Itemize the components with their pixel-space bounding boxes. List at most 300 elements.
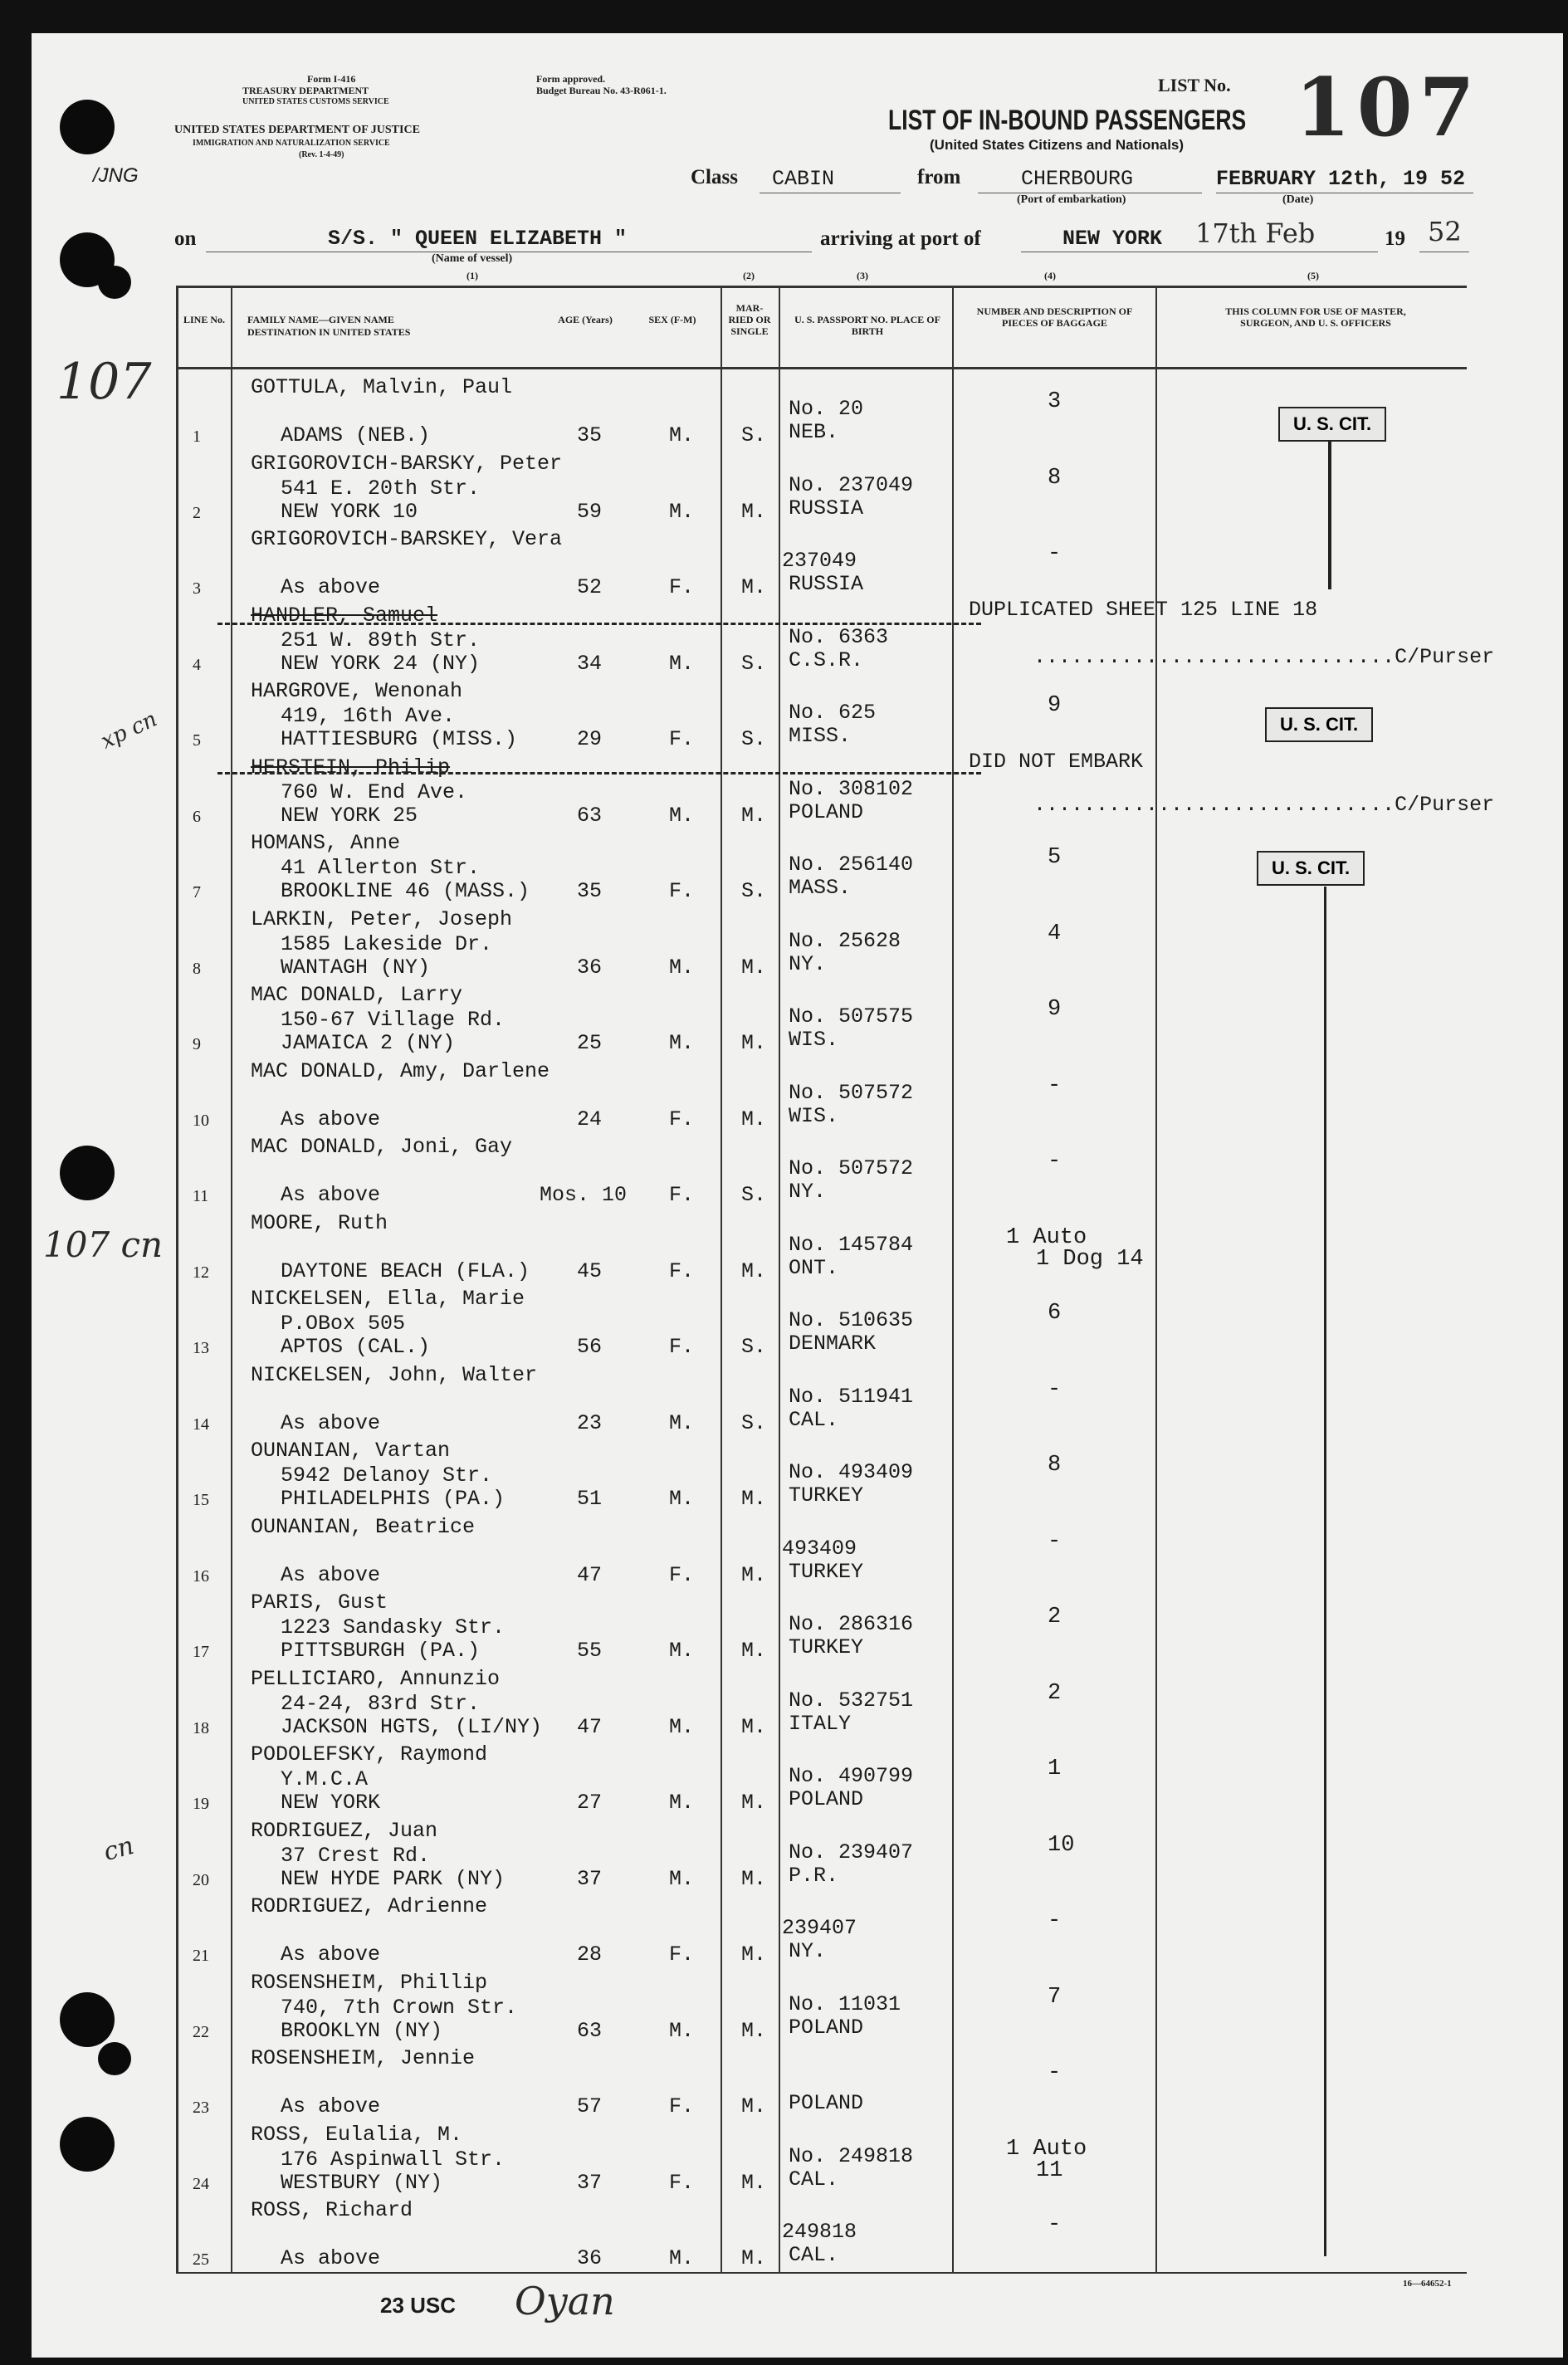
passport-no: No. 625 — [789, 701, 877, 725]
address: 176 Aspinwall Str. — [281, 2147, 506, 2172]
passport-no: No. 308102 — [789, 776, 914, 801]
line-no: 7 — [193, 883, 201, 902]
passport-no: No. 532751 — [789, 1688, 914, 1713]
family-name: MOORE, Ruth — [251, 1210, 388, 1235]
col-num-5: (5) — [1307, 270, 1319, 281]
destination: As above — [281, 575, 381, 599]
passport-no: No. 507575 — [789, 1004, 914, 1029]
age: 51 — [577, 1487, 603, 1511]
age: 47 — [577, 1714, 603, 1739]
passport-no: No. 507572 — [789, 1156, 914, 1180]
baggage: 9 — [1048, 997, 1062, 1022]
destination: NEW HYDE PARK (NY) — [281, 1866, 506, 1891]
passport-no: 249818 — [782, 2220, 857, 2244]
destination: BROOKLINE 46 (MASS.) — [281, 879, 530, 903]
sex: F. — [669, 1258, 695, 1283]
marital-status: M. — [741, 1031, 767, 1055]
sex: M. — [669, 499, 695, 524]
line-no: 17 — [193, 1643, 209, 1661]
sex: M. — [669, 1639, 695, 1663]
family-name: LARKIN, Peter, Joseph — [251, 906, 513, 931]
family-name: MAC DONALD, Larry — [251, 983, 463, 1007]
us-citizen-stamp: U. S. CIT. — [1278, 407, 1386, 442]
line-no: 22 — [193, 2022, 209, 2041]
passport-no: No. 511941 — [789, 1384, 914, 1409]
age: 36 — [577, 2246, 603, 2270]
place-of-birth: POLAND — [789, 799, 864, 824]
age: 56 — [577, 1335, 603, 1359]
baggage-extra: 1 Dog 14 — [1036, 1246, 1144, 1272]
address: 41 Allerton Str. — [281, 856, 481, 880]
marital-status: M. — [741, 1107, 767, 1131]
destination: APTOS (CAL.) — [281, 1335, 431, 1359]
sex: M. — [669, 955, 695, 980]
baggage-extra: 11 — [1036, 2157, 1063, 2183]
family-name: MAC DONALD, Amy, Darlene — [251, 1058, 550, 1083]
line-no: 8 — [193, 959, 201, 978]
family-name: ROSENSHEIM, Jennie — [251, 2046, 476, 2070]
marital-status: M. — [741, 1258, 767, 1283]
place-of-birth: CAL. — [789, 2167, 839, 2192]
col-num-1: (1) — [466, 270, 478, 281]
baggage: 1 — [1048, 1757, 1062, 1781]
destination: As above — [281, 2094, 381, 2118]
place-of-birth: CAL. — [789, 2243, 839, 2267]
list-number-label: LIST No. — [1158, 75, 1231, 95]
age: 59 — [577, 499, 603, 524]
place-of-birth: NY. — [789, 951, 827, 976]
sex: F. — [669, 1183, 695, 1207]
sex: M. — [669, 1487, 695, 1511]
destination: As above — [281, 2246, 381, 2270]
address: 760 W. End Ave. — [281, 779, 468, 804]
place-of-birth: NY. — [789, 1180, 827, 1204]
line-no: 14 — [193, 1415, 209, 1434]
family-name: PARIS, Gust — [251, 1591, 388, 1615]
destination: NEW YORK 10 — [281, 499, 418, 524]
passport-no: No. 145784 — [789, 1232, 914, 1257]
family-name: HERSTEIN, Philip — [251, 755, 451, 779]
sex: M. — [669, 1714, 695, 1739]
age: 47 — [577, 1562, 603, 1587]
baggage: 8 — [1048, 465, 1062, 491]
line-no: 25 — [193, 2250, 209, 2269]
port-caption: (Port of embarkation) — [1017, 193, 1126, 206]
destination: WANTAGH (NY) — [281, 955, 431, 980]
sex: M. — [669, 1031, 695, 1055]
place-of-birth: TURKEY — [789, 1483, 864, 1507]
marital-status: M. — [741, 2018, 767, 2043]
marital-status: M. — [741, 1639, 767, 1663]
baggage: 1 Auto — [1006, 2136, 1087, 2162]
baggage: 6 — [1048, 1301, 1062, 1326]
family-name: OUNANIAN, Vartan — [251, 1439, 451, 1463]
address: P.OBox 505 — [281, 1312, 406, 1336]
place-of-birth: CAL. — [789, 1407, 839, 1432]
family-name: OUNANIAN, Beatrice — [251, 1514, 476, 1539]
place-of-birth: RUSSIA — [789, 572, 864, 596]
place-of-birth: ONT. — [789, 1255, 839, 1280]
age: 52 — [577, 575, 603, 599]
header-baggage: NUMBER AND DESCRIPTION OF PIECES OF BAGGAGE — [976, 305, 1133, 329]
age: 37 — [577, 2170, 603, 2195]
sex: M. — [669, 2246, 695, 2270]
line-no: 13 — [193, 1339, 209, 1357]
sex: F. — [669, 727, 695, 751]
vessel-name: S/S. " QUEEN ELIZABETH " — [328, 227, 628, 251]
binder-hole — [98, 266, 131, 299]
date-caption: (Date) — [1282, 193, 1314, 206]
baggage: 5 — [1048, 845, 1062, 870]
line-no: 10 — [193, 1111, 209, 1130]
embark-date: FEBRUARY 12th, 19 — [1216, 167, 1429, 191]
dept-treasury: TREASURY DEPARTMENT — [242, 85, 369, 96]
family-name: ROSS, Eulalia, M. — [251, 2122, 463, 2147]
family-name: ROSS, Richard — [251, 2198, 413, 2222]
address: 740, 7th Crown Str. — [281, 1995, 518, 2020]
age: 28 — [577, 1942, 603, 1967]
destination: NEW YORK 24 (NY) — [281, 651, 481, 676]
binder-hole — [60, 1146, 115, 1200]
line-no: 9 — [193, 1035, 201, 1053]
marital-status: M. — [741, 1714, 767, 1739]
age: 55 — [577, 1639, 603, 1663]
line-no: 6 — [193, 807, 201, 826]
arrival-port: NEW YORK — [1062, 227, 1163, 251]
baggage: - — [1048, 2060, 1062, 2085]
passport-no: No. 256140 — [789, 853, 914, 877]
sex: M. — [669, 1791, 695, 1815]
form-approved: Form approved. — [536, 73, 606, 85]
address: 5942 Delanoy Str. — [281, 1463, 493, 1488]
header-passport: U. S. PASSPORT NO. PLACE OF BIRTH — [794, 314, 940, 337]
inspector-signature: Oyan — [515, 2279, 615, 2323]
purser-signoff-4: .............................C/Purser — [1033, 645, 1495, 669]
place-of-birth: MISS. — [789, 724, 852, 748]
embark-year: 52 — [1440, 167, 1466, 191]
line-no: 19 — [193, 1795, 209, 1813]
line-no: 1 — [193, 428, 201, 446]
place-of-birth: TURKEY — [789, 1559, 864, 1584]
header-married: MAR-RIED OR SINGLE — [728, 302, 771, 337]
address: 419, 16th Ave. — [281, 704, 456, 728]
family-name: GRIGOROVICH-BARSKEY, Vera — [251, 527, 563, 551]
class-label: Class — [691, 166, 738, 188]
passport-no: No. 510635 — [789, 1308, 914, 1332]
place-of-birth: WIS. — [789, 1028, 839, 1052]
place-of-birth: POLAND — [789, 2015, 864, 2040]
place-of-birth: NEB. — [789, 420, 839, 444]
clerk-initials: /JNG — [93, 164, 139, 187]
address: 150-67 Village Rd. — [281, 1008, 506, 1032]
marital-status: M. — [741, 1866, 767, 1891]
family-name: PODOLEFSKY, Raymond — [251, 1742, 488, 1766]
header-name: FAMILY NAME—GIVEN NAME — [247, 314, 394, 325]
baggage: 3 — [1048, 389, 1062, 414]
marital-status: S. — [741, 1335, 767, 1359]
place-of-birth: POLAND — [789, 1787, 864, 1811]
sex: F. — [669, 1562, 695, 1587]
marital-status: M. — [741, 1562, 767, 1587]
age: Mos. 10 — [540, 1183, 628, 1207]
header-line-no: LINE No. — [183, 314, 225, 325]
line-no: 21 — [193, 1947, 209, 1965]
baggage: 10 — [1048, 1832, 1075, 1858]
address: 37 Crest Rd. — [281, 1843, 431, 1868]
destination: ADAMS (NEB.) — [281, 423, 431, 447]
marital-status: S. — [741, 651, 767, 676]
place-of-birth: C.S.R. — [789, 647, 864, 672]
budget-bureau: Budget Bureau No. 43-R061-1. — [536, 85, 667, 96]
us-citizen-stamp: U. S. CIT. — [1257, 851, 1365, 886]
place-of-birth: POLAND — [789, 2091, 864, 2115]
col-num-2: (2) — [743, 270, 755, 281]
line-no: 12 — [193, 1263, 209, 1282]
age: 45 — [577, 1258, 603, 1283]
arrival-year-prefix: 19 — [1385, 227, 1405, 250]
age: 36 — [577, 955, 603, 980]
baggage: - — [1048, 1376, 1062, 1402]
destination: As above — [281, 1410, 381, 1435]
address: Y.M.C.A — [281, 1767, 369, 1791]
destination: PHILADELPHIS (PA.) — [281, 1487, 506, 1511]
vessel-caption: (Name of vessel) — [432, 252, 513, 265]
from-label: from — [917, 166, 961, 188]
header-officers: THIS COLUMN FOR USE OF MASTER, SURGEON, AND U. S. OFFICERS — [1225, 305, 1406, 329]
duplicated-note: DUPLICATED SHEET 125 LINE 18 — [969, 598, 1318, 622]
port-of-embarkation: CHERBOURG — [1021, 167, 1134, 191]
list-number: 107 — [1295, 61, 1482, 154]
col-num-4: (4) — [1044, 270, 1056, 281]
margin-note-107-cn: 107 cn — [43, 1224, 164, 1265]
marital-status: M. — [741, 499, 767, 524]
place-of-birth: WIS. — [789, 1103, 839, 1128]
place-of-birth: DENMARK — [789, 1332, 877, 1356]
passport-no: No. 249818 — [789, 2143, 914, 2168]
family-name: NICKELSEN, John, Walter — [251, 1362, 538, 1387]
marital-status: M. — [741, 1942, 767, 1967]
place-of-birth: ITALY — [789, 1711, 852, 1736]
passport-no: No. 6363 — [789, 624, 889, 649]
form-revision: (Rev. 1-4-49) — [299, 150, 344, 159]
baggage: - — [1048, 541, 1062, 566]
age: 37 — [577, 1866, 603, 1891]
family-name: MAC DONALD, Joni, Gay — [251, 1135, 513, 1159]
baggage: - — [1048, 1908, 1062, 1933]
class-value: CABIN — [772, 167, 835, 191]
age: 29 — [577, 727, 603, 751]
age: 23 — [577, 1410, 603, 1435]
form-title: LIST OF IN-BOUND PASSENGERS — [888, 105, 1247, 136]
baggage: - — [1048, 2212, 1062, 2237]
address: 251 W. 89th Str. — [281, 628, 481, 652]
passport-no: 493409 — [782, 1536, 857, 1561]
binder-hole — [98, 2042, 131, 2075]
family-name: ROSENSHEIM, Phillip — [251, 1970, 488, 1995]
form-subtitle: (United States Citizens and Nationals) — [930, 137, 1185, 153]
col-num-3: (3) — [857, 270, 868, 281]
baggage: - — [1048, 1149, 1062, 1174]
header-destination: DESTINATION IN UNITED STATES — [247, 326, 411, 338]
place-of-birth: MASS. — [789, 876, 852, 900]
arrival-date: 17th Feb — [1195, 217, 1316, 249]
marital-status: M. — [741, 1487, 767, 1511]
margin-note-cn: cn — [100, 1830, 138, 1868]
family-name: GOTTULA, Malvin, Paul — [251, 375, 513, 399]
footer-note-usc: 23 USC — [380, 2293, 457, 2318]
sex: F. — [669, 2094, 695, 2118]
destination: WESTBURY (NY) — [281, 2170, 443, 2195]
baggage: 2 — [1048, 1605, 1062, 1630]
destination: NEW YORK 25 — [281, 803, 418, 828]
destination: As above — [281, 1942, 381, 1967]
sex: F. — [669, 1107, 695, 1131]
did-not-embark-note: DID NOT EMBARK — [969, 750, 1144, 774]
passport-no: No. 493409 — [789, 1460, 914, 1484]
destination: As above — [281, 1183, 381, 1207]
sex: F. — [669, 1942, 695, 1967]
arriving-label: arriving at port of — [820, 227, 981, 250]
passport-no: 239407 — [782, 1916, 857, 1940]
destination: HATTIESBURG (MISS.) — [281, 727, 518, 751]
sex: F. — [669, 879, 695, 903]
dept-immigration: IMMIGRATION AND NATURALIZATION SERVICE — [193, 139, 390, 148]
line-no: 23 — [193, 2099, 209, 2117]
destination: NEW YORK — [281, 1791, 381, 1815]
passport-no: No. 11031 — [789, 1991, 901, 2016]
place-of-birth: NY. — [789, 1939, 827, 1963]
marital-status: S. — [741, 727, 767, 751]
line-no: 3 — [193, 579, 201, 598]
passport-no: 237049 — [782, 549, 857, 573]
line-no: 5 — [193, 731, 201, 750]
baggage: 8 — [1048, 1453, 1062, 1478]
age: 24 — [577, 1107, 603, 1131]
on-label: on — [174, 227, 197, 250]
destination: JAMAICA 2 (NY) — [281, 1031, 456, 1055]
baggage: 2 — [1048, 1680, 1062, 1706]
family-name: RODRIGUEZ, Adrienne — [251, 1894, 488, 1918]
age: 63 — [577, 2018, 603, 2043]
arrival-year: 52 — [1428, 216, 1462, 247]
line-no: 16 — [193, 1566, 209, 1586]
destination: BROOKLYN (NY) — [281, 2018, 443, 2043]
age: 63 — [577, 803, 603, 828]
marital-status: M. — [741, 2246, 767, 2270]
destination: JACKSON HGTS, (LI/NY) — [281, 1714, 543, 1739]
age: 27 — [577, 1791, 603, 1815]
marital-status: M. — [741, 575, 767, 599]
binder-hole — [60, 100, 115, 154]
binder-hole — [60, 1992, 115, 2047]
passport-no: No. 239407 — [789, 1840, 914, 1864]
place-of-birth: RUSSIA — [789, 496, 864, 520]
binder-hole — [60, 2117, 115, 2172]
family-name: HANDLER, Samuel — [251, 603, 438, 628]
destination: As above — [281, 1562, 381, 1587]
baggage: 7 — [1048, 1984, 1062, 2010]
destination: PITTSBURGH (PA.) — [281, 1639, 481, 1663]
footer-code: 16—64652-1 — [1403, 2279, 1452, 2289]
place-of-birth: TURKEY — [789, 1635, 864, 1659]
age: 25 — [577, 1031, 603, 1055]
baggage: 9 — [1048, 693, 1062, 718]
address: 24-24, 83rd Str. — [281, 1691, 481, 1716]
line-no: 4 — [193, 655, 201, 674]
family-name: HARGROVE, Wenonah — [251, 679, 463, 703]
passport-no: No. 490799 — [789, 1764, 914, 1788]
sex: M. — [669, 2018, 695, 2043]
passport-no: No. 237049 — [789, 472, 914, 497]
marital-status: S. — [741, 879, 767, 903]
line-no: 18 — [193, 1718, 209, 1737]
family-name: GRIGOROVICH-BARSKY, Peter — [251, 451, 563, 476]
baggage: - — [1048, 1073, 1062, 1098]
marital-status: S. — [741, 1183, 767, 1207]
form-number: Form I-416 — [307, 73, 356, 85]
baggage: 4 — [1048, 921, 1062, 946]
purser-signoff-6: .............................C/Purser — [1033, 793, 1495, 817]
marital-status: S. — [741, 423, 767, 447]
sex: M. — [669, 1410, 695, 1435]
line-no: 11 — [193, 1187, 209, 1205]
margin-note-107: 107 — [56, 353, 152, 411]
marital-status: M. — [741, 955, 767, 980]
sex: M. — [669, 651, 695, 676]
sex: M. — [669, 1866, 695, 1891]
baggage: - — [1048, 1528, 1062, 1554]
sex: M. — [669, 803, 695, 828]
destination: As above — [281, 1107, 381, 1131]
destination: DAYTONE BEACH (FLA.) — [281, 1258, 530, 1283]
age: 35 — [577, 423, 603, 447]
place-of-birth: P.R. — [789, 1863, 839, 1888]
line-no: 15 — [193, 1491, 209, 1509]
family-name: PELLICIARO, Annunzio — [251, 1666, 501, 1691]
sex: M. — [669, 423, 695, 447]
sex: F. — [669, 575, 695, 599]
family-name: NICKELSEN, Ella, Marie — [251, 1287, 525, 1311]
marital-status: M. — [741, 2094, 767, 2118]
margin-note-xp-cn: xp cn — [96, 706, 161, 755]
us-citizen-stamp: U. S. CIT. — [1265, 707, 1373, 742]
passport-no: No. 507572 — [789, 1080, 914, 1105]
address: 1223 Sandasky Str. — [281, 1615, 506, 1639]
sex: F. — [669, 2170, 695, 2195]
line-no: 24 — [193, 2174, 209, 2193]
marital-status: M. — [741, 2170, 767, 2195]
family-name: RODRIGUEZ, Juan — [251, 1818, 438, 1843]
header-sex: SEX (F-M) — [648, 314, 696, 325]
line-no: 20 — [193, 1870, 209, 1889]
age: 57 — [577, 2094, 603, 2118]
age: 34 — [577, 651, 603, 676]
address: 541 E. 20th Str. — [281, 476, 481, 501]
passport-no: No. 25628 — [789, 928, 901, 953]
address: 1585 Lakeside Dr. — [281, 931, 493, 956]
marital-status: M. — [741, 803, 767, 828]
header-age: AGE (Years) — [558, 314, 613, 325]
dept-justice: UNITED STATES DEPARTMENT OF JUSTICE — [174, 124, 420, 136]
age: 35 — [577, 879, 603, 903]
marital-status: S. — [741, 1410, 767, 1435]
family-name: HOMANS, Anne — [251, 831, 401, 855]
line-no: 2 — [193, 503, 201, 522]
sex: F. — [669, 1335, 695, 1359]
dept-customs: UNITED STATES CUSTOMS SERVICE — [242, 97, 389, 106]
baggage: 1 Auto — [1006, 1224, 1087, 1250]
passport-no: No. 286316 — [789, 1612, 914, 1636]
